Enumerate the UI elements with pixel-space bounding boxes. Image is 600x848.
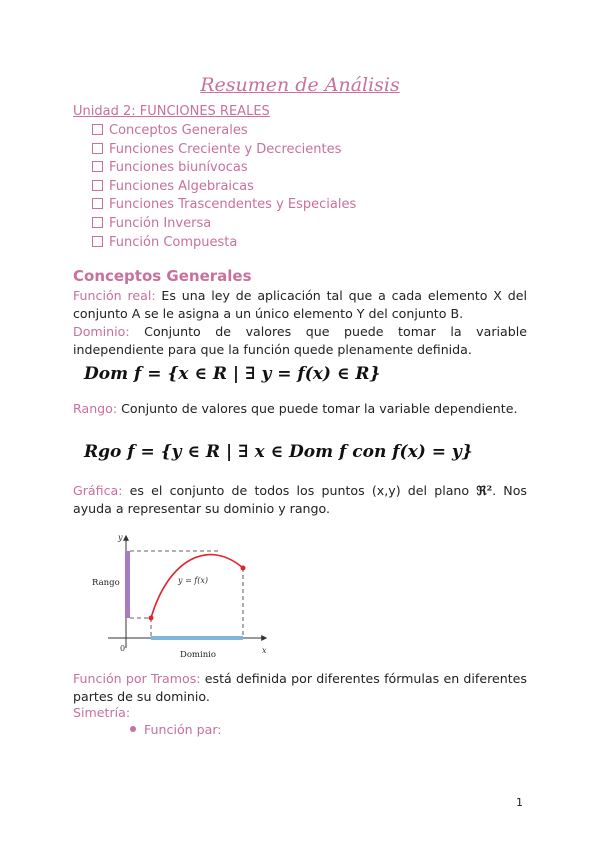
domain-bar [151, 636, 243, 640]
definition-label: Simetría: [73, 705, 131, 720]
definition-dominio [73, 323, 527, 359]
checkbox-icon [92, 217, 103, 228]
toc-item[interactable] [92, 215, 356, 234]
curve-start-point [149, 616, 154, 621]
definition-rango [73, 400, 527, 418]
checkbox-icon [92, 124, 103, 135]
toc-item-label: Función Compuesta [109, 234, 238, 250]
section-title: Conceptos Generales [73, 267, 252, 285]
bullet-item [130, 722, 222, 737]
y-axis-label: y [118, 533, 123, 542]
unit-heading: Unidad 2: FUNCIONES REALES [73, 104, 270, 119]
definition-label: Gráfica: [73, 483, 123, 498]
domain-formula: Dom f = {x ∈ R | ∃ y = f(x) ∈ R} [84, 364, 381, 384]
function-curve [151, 555, 243, 618]
toc-item[interactable] [92, 196, 356, 215]
bullet-label: Función par: [144, 722, 222, 737]
definition-text-end: . Nos ayuda a representar su dominio y rango. [73, 483, 527, 516]
toc-item-label: Funciones biunívocas [109, 160, 248, 176]
range-formula: Rgo f = {y ∈ R | ∃ x ∈ Dom f con f(x) = y} [84, 442, 473, 462]
page-number: 1 [516, 796, 523, 809]
definition-por-tramos [73, 670, 527, 706]
x-axis-label: x [262, 646, 267, 655]
definition-text: es el conjunto de todos los puntos (x,y) del plano [122, 483, 477, 498]
definition-funcion-real [73, 287, 527, 323]
definition-grafica [73, 482, 527, 518]
definition-text: Es una ley de aplicación tal que a cada elemento X del conjunto A se le asigna a un único elemento Y del conjunto B. [73, 288, 527, 321]
definition-label: Función por Tramos: [73, 671, 201, 686]
definition-text: está definida por diferentes fórmulas en diferentes partes de su dominio. [73, 671, 527, 704]
range-label: Rango [92, 578, 120, 588]
toc-item-label: Funciones Algebraicas [109, 178, 254, 194]
page-title: Resumen de Análisis [200, 74, 400, 96]
toc-item[interactable] [92, 141, 356, 160]
domain-label: Dominio [180, 650, 217, 660]
checkbox-icon [92, 236, 103, 247]
curve-label: y = f(x) [178, 576, 209, 585]
table-of-contents [92, 122, 356, 252]
toc-item[interactable] [92, 159, 356, 178]
definition-text: Conjunto de valores que puede tomar la variable dependiente. [117, 401, 518, 416]
toc-item-label: Funciones Trascendentes y Especiales [109, 197, 357, 213]
definition-label: Rango: [73, 401, 118, 416]
toc-item-label: Funciones Creciente y Decrecientes [109, 141, 342, 157]
checkbox-icon [92, 161, 103, 172]
curve-end-point [241, 566, 246, 571]
toc-item[interactable] [92, 234, 356, 253]
function-graph [88, 530, 278, 660]
toc-item-label: Función Inversa [109, 215, 212, 231]
definition-label: Función real: [73, 288, 156, 303]
bullet-dot-icon [130, 726, 136, 732]
checkbox-icon [92, 180, 103, 191]
toc-item[interactable] [92, 122, 356, 141]
checkbox-icon [92, 198, 103, 209]
real-plane-symbol: ℜ² [476, 483, 493, 498]
definition-label: Dominio: [73, 324, 130, 339]
definition-text: Conjunto de valores que puede tomar la variable independiente para que la función quede plenamente definida. [73, 324, 527, 357]
definition-simetria [73, 704, 527, 722]
origin-label: 0 [120, 644, 126, 653]
toc-item[interactable] [92, 178, 356, 197]
toc-item-label: Conceptos Generales [109, 123, 248, 138]
range-bar [125, 551, 130, 618]
checkbox-icon [92, 143, 103, 154]
